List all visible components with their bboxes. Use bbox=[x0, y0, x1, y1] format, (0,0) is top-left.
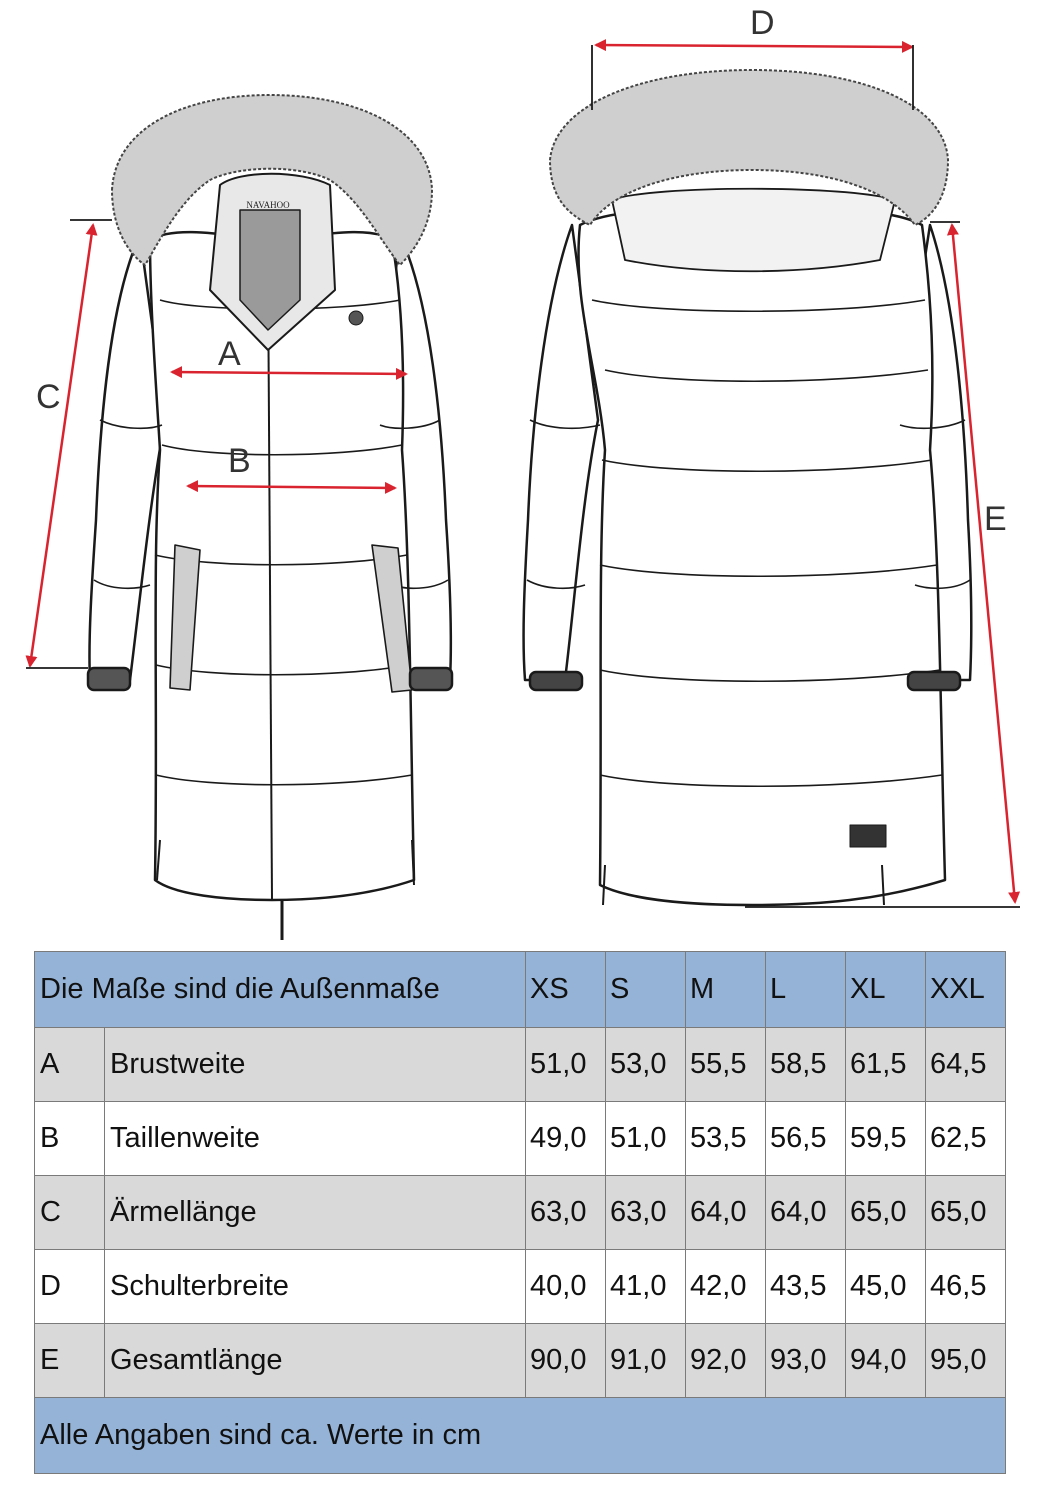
cell-value: 42,0 bbox=[686, 1250, 766, 1324]
cell-value: 55,5 bbox=[686, 1028, 766, 1102]
cell-value: 51,0 bbox=[526, 1028, 606, 1102]
cell-value: 45,0 bbox=[846, 1250, 926, 1324]
cell-value: 62,5 bbox=[926, 1102, 1006, 1176]
table-footer-row bbox=[35, 1398, 1006, 1474]
label-c: C bbox=[36, 378, 61, 416]
size-header: XL bbox=[846, 952, 926, 1028]
row-key: C bbox=[35, 1176, 105, 1250]
cell-value: 93,0 bbox=[766, 1324, 846, 1398]
cell-value: 40,0 bbox=[526, 1250, 606, 1324]
size-header: XS bbox=[526, 952, 606, 1028]
cell-value: 64,0 bbox=[686, 1176, 766, 1250]
cell-value: 51,0 bbox=[606, 1102, 686, 1176]
cell-value: 65,0 bbox=[846, 1176, 926, 1250]
table-row bbox=[35, 1324, 1006, 1398]
size-chart-table bbox=[34, 951, 1006, 1474]
row-name: Taillenweite bbox=[105, 1102, 526, 1176]
label-a: A bbox=[218, 335, 241, 373]
row-key: B bbox=[35, 1102, 105, 1176]
cell-value: 91,0 bbox=[606, 1324, 686, 1398]
cell-value: 41,0 bbox=[606, 1250, 686, 1324]
table-row bbox=[35, 1176, 1006, 1250]
cell-value: 64,0 bbox=[766, 1176, 846, 1250]
cell-value: 94,0 bbox=[846, 1324, 926, 1398]
table-row bbox=[35, 1250, 1006, 1324]
cell-value: 58,5 bbox=[766, 1028, 846, 1102]
arrow-d bbox=[596, 45, 912, 47]
size-header: L bbox=[766, 952, 846, 1028]
coat-front-view bbox=[88, 95, 452, 940]
coat-back-view bbox=[524, 70, 972, 905]
cell-value: 90,0 bbox=[526, 1324, 606, 1398]
cell-value: 46,5 bbox=[926, 1250, 1006, 1324]
size-header: M bbox=[686, 952, 766, 1028]
row-key: D bbox=[35, 1250, 105, 1324]
cell-value: 95,0 bbox=[926, 1324, 1006, 1398]
label-b: B bbox=[228, 442, 251, 480]
cell-value: 63,0 bbox=[606, 1176, 686, 1250]
cell-value: 64,5 bbox=[926, 1028, 1006, 1102]
arrow-c bbox=[30, 225, 93, 666]
brand-text: NAVAHOO bbox=[246, 200, 290, 210]
cell-value: 65,0 bbox=[926, 1176, 1006, 1250]
cell-value: 53,0 bbox=[606, 1028, 686, 1102]
row-name: Schulterbreite bbox=[105, 1250, 526, 1324]
cell-value: 61,5 bbox=[846, 1028, 926, 1102]
row-name: Brustweite bbox=[105, 1028, 526, 1102]
cell-value: 92,0 bbox=[686, 1324, 766, 1398]
cell-value: 43,5 bbox=[766, 1250, 846, 1324]
row-name: Ärmellänge bbox=[105, 1176, 526, 1250]
table-title: Die Maße sind die Außenmaße bbox=[35, 952, 526, 1028]
table-header-row bbox=[35, 952, 1006, 1028]
size-header: XXL bbox=[926, 952, 1006, 1028]
row-key: A bbox=[35, 1028, 105, 1102]
row-key: E bbox=[35, 1324, 105, 1398]
table-row bbox=[35, 1102, 1006, 1176]
row-name: Gesamtlänge bbox=[105, 1324, 526, 1398]
size-header: S bbox=[606, 952, 686, 1028]
table-row bbox=[35, 1028, 1006, 1102]
cell-value: 63,0 bbox=[526, 1176, 606, 1250]
cell-value: 59,5 bbox=[846, 1102, 926, 1176]
label-e: E bbox=[984, 500, 1007, 538]
cell-value: 49,0 bbox=[526, 1102, 606, 1176]
label-d: D bbox=[750, 4, 775, 42]
table-footer-note: Alle Angaben sind ca. Werte in cm bbox=[35, 1398, 1006, 1474]
cell-value: 56,5 bbox=[766, 1102, 846, 1176]
cell-value: 53,5 bbox=[686, 1102, 766, 1176]
